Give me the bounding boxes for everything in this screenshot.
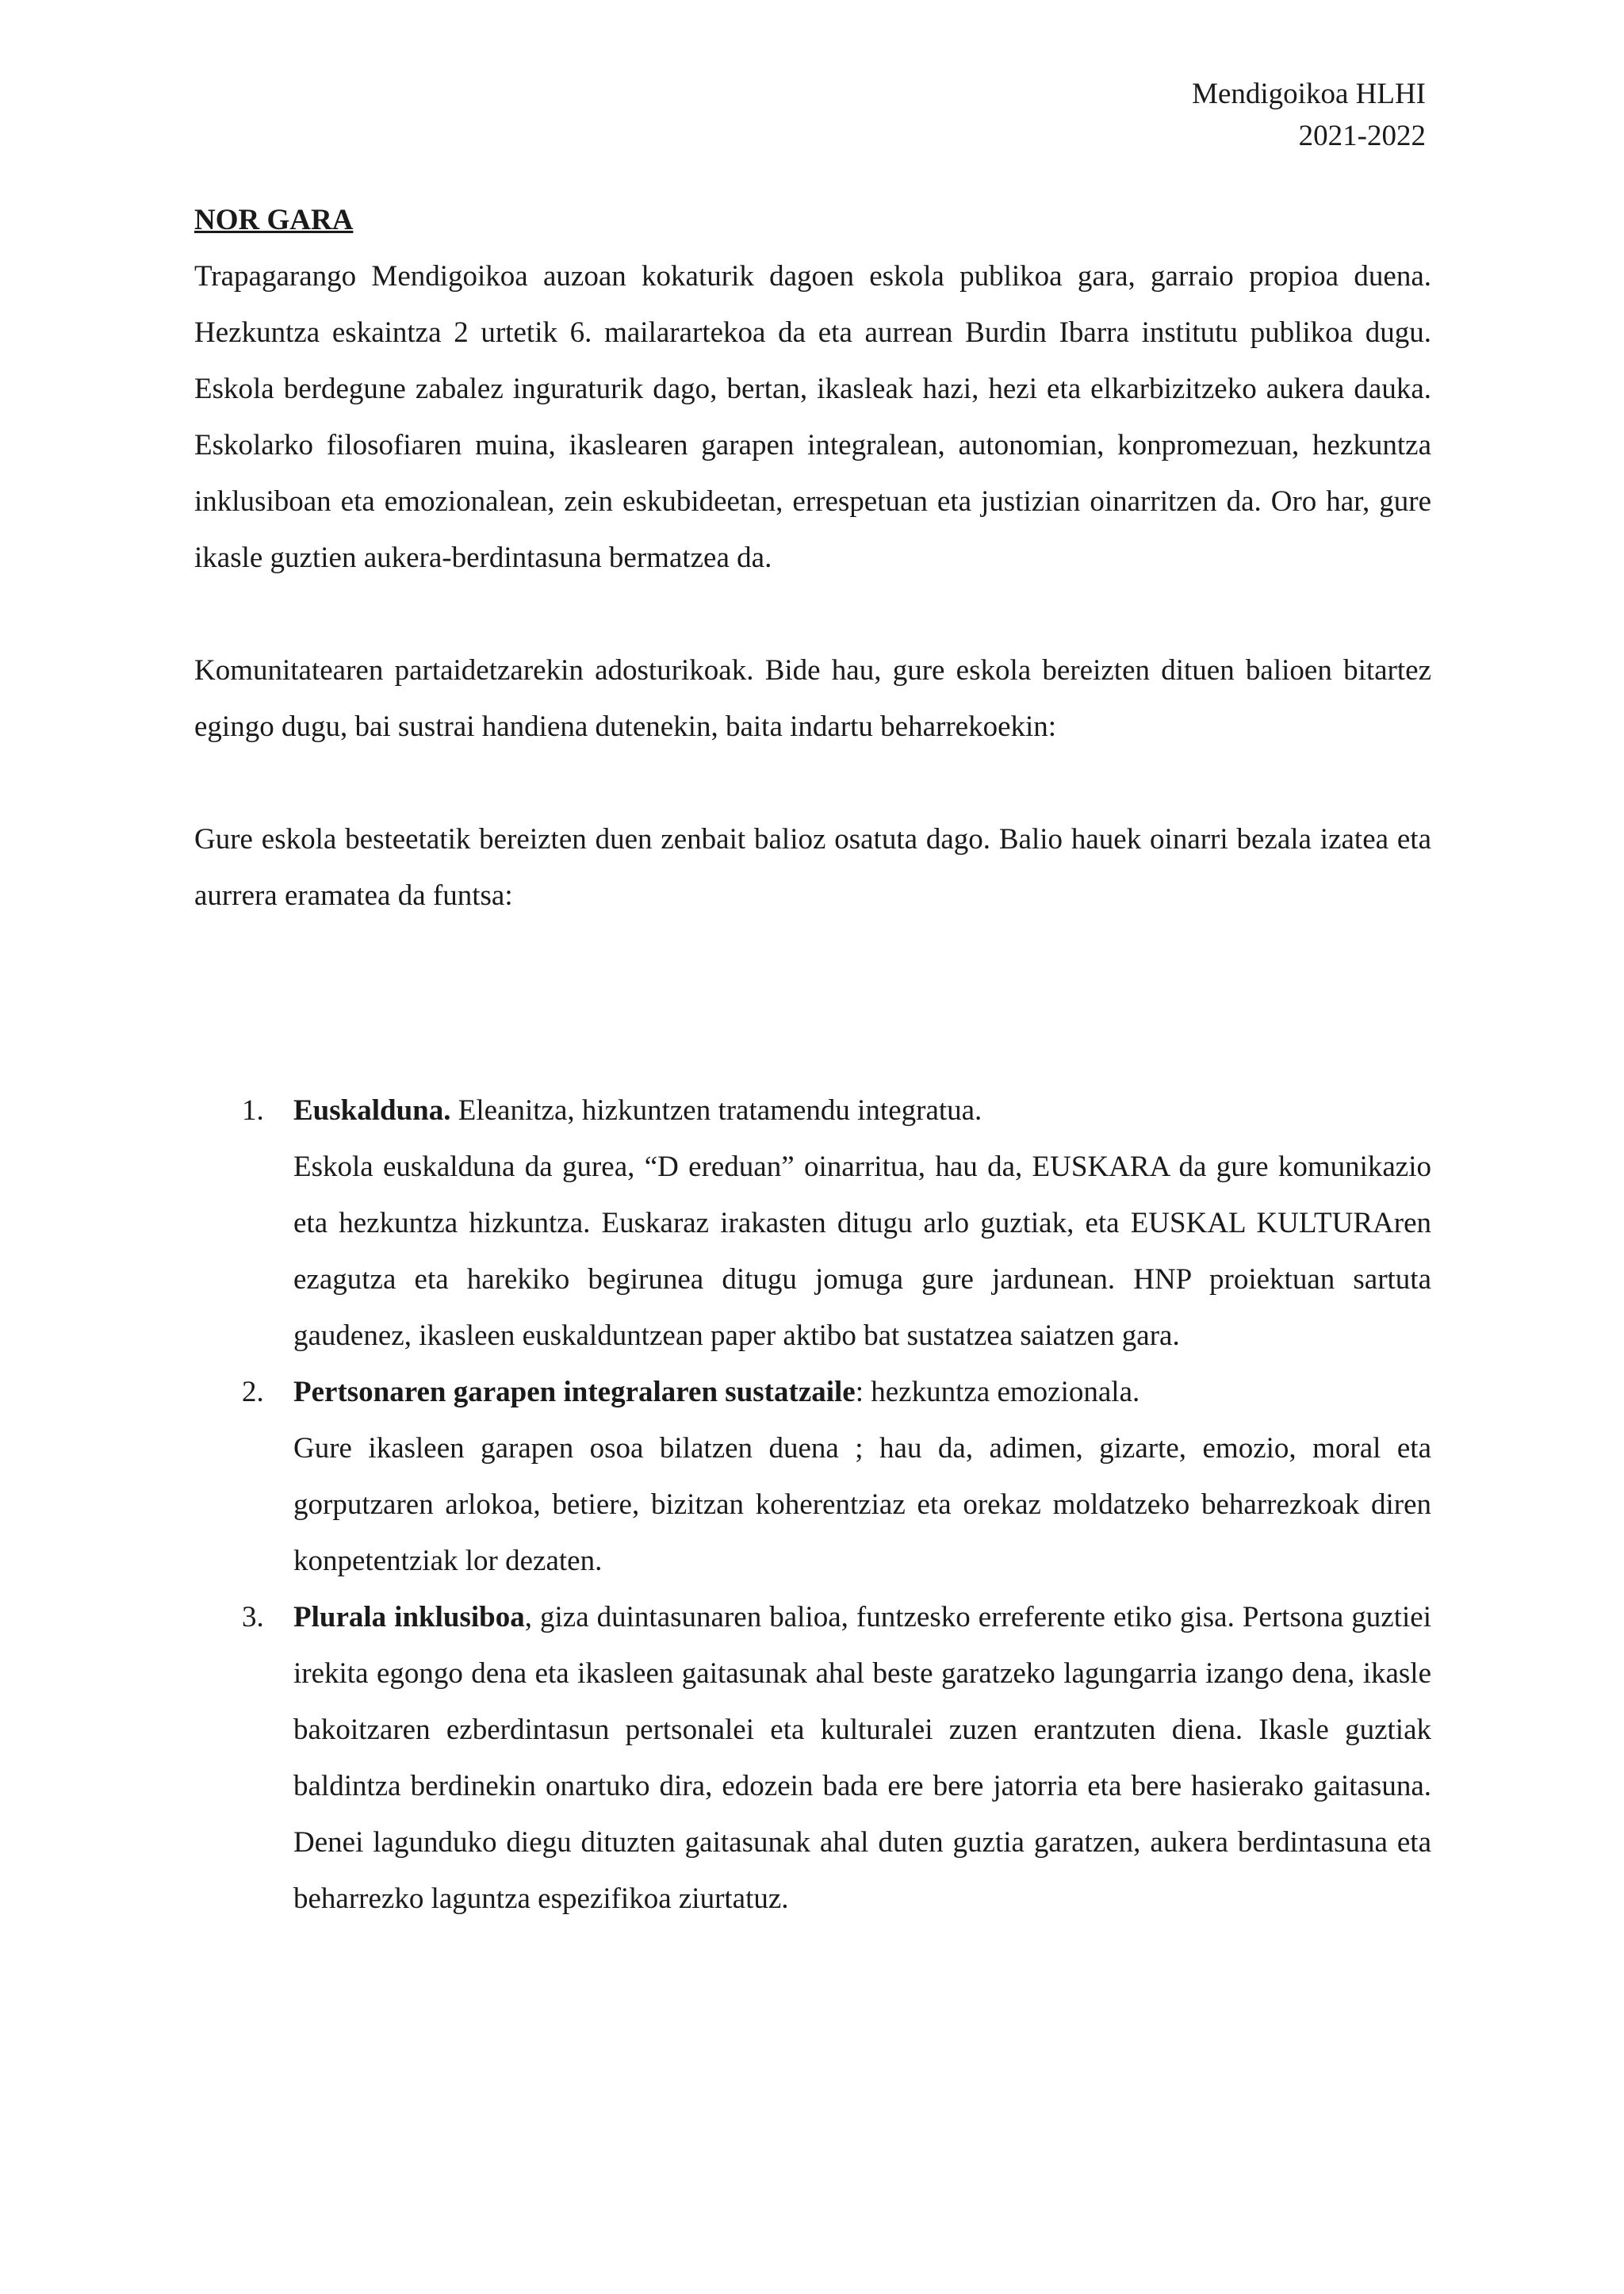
spacer: [194, 755, 1431, 811]
value-term: Pertsonaren garapen integralaren sustatzaile: [293, 1376, 856, 1408]
values-intro-paragraph: Gure eskola besteetatik bereizten duen zenbait balioz osatuta dago. Balio hauek oinarri bezala izatea eta aurrera eramatea da funtsa:: [194, 823, 1431, 912]
document-body: [194, 192, 1431, 1927]
values-list: [194, 1082, 1431, 1927]
value-description: Eskola euskalduna da gurea, “D ereduan” oinarritua, hau da, EUSKARA da gure komunikazio eta hezkuntza hizkuntza. Euskaraz irakasten ditugu arlo guztiak, eta EUSKAL KULTURAren ezagutza eta harekiko begirunea ditugu jomuga gure jardunean. HNP proiektuan sartuta gaudenez, ikasleen euskalduntzean paper aktibo bat sustatzea saiatzen gara.: [293, 1151, 1431, 1352]
value-term: Plurala inklusiboa: [293, 1601, 525, 1633]
list-item: [194, 1589, 1431, 1927]
intro-paragraph: Trapagarango Mendigoikoa auzoan kokaturik dagoen eskola publikoa gara, garraio propioa duena. Hezkuntza eskaintza 2 urtetik 6. mailarartekoa da eta aurrean Burdin Ibarra institutu publikoa dugu. Eskola berdegune zabalez inguraturik dago, bertan, ikasleak hazi, hezi eta elkarbizitzeko aukera dauka. Eskolarko filosofiaren muina, ikaslearen garapen integralean, autonomian, konpromezuan, hezkuntza inklusiboan eta emozionalean, zein eskubideetan, errespetuan eta justizian oinarritzen da. Oro har, gure ikasle guztien aukera-berdintasuna bermatzea da.: [194, 260, 1431, 574]
list-item: [194, 1364, 1431, 1589]
school-name: Mendigoikoa HLHI: [1192, 78, 1426, 110]
value-lead: , giza duintasunaren balioa, funtzesko erreferente etiko gisa. Pertsona guztiei irekita egongo dena eta ikasleen gaitasunak ahal beste garatzeko lagungarria izango dena, ikasle bakoitzaren ezberdintasun pertsonalei eta kulturalei zuzen erantzuten diena. Ikasle guztiak baldintza berdinekin onartuko dira, edozein bada ere bere jatorria eta bere hasierako gaitasuna. Denei lagunduko diegu dituzten gaitasunak ahal duten guztia garatzen, aukera berdintasuna eta beharrezko laguntza espezifikoa ziurtatuz.: [293, 1601, 1431, 1915]
list-item: [194, 1082, 1431, 1364]
section-title: NOR GARA: [194, 204, 354, 236]
spacer: [194, 924, 1431, 1082]
list-item-number: 2.: [242, 1376, 264, 1408]
value-lead: Eleanitza, hizkuntzen tratamendu integratua.: [450, 1094, 982, 1127]
community-paragraph: Komunitatearen partaidetzarekin adosturikoak. Bide hau, gure eskola bereizten dituen balioen bitartez egingo dugu, bai sustrai handiena dutenekin, baita indartu beharrekoekin:: [194, 654, 1431, 743]
value-lead: : hezkuntza emozionala.: [855, 1376, 1140, 1408]
page-header: [1192, 73, 1426, 157]
spacer: [194, 586, 1431, 642]
value-description: Gure ikasleen garapen osoa bilatzen duena ; hau da, adimen, gizarte, emozio, moral eta gorputzaren arlokoa, betiere, bizitzan koherentziaz eta orekaz moldatzeko beharrezkoak diren konpetentziak lor dezaten.: [293, 1432, 1431, 1577]
value-term: Euskalduna.: [293, 1094, 451, 1127]
school-year: 2021-2022: [1298, 120, 1426, 152]
list-item-number: 3.: [242, 1601, 264, 1633]
list-item-number: 1.: [242, 1094, 264, 1127]
